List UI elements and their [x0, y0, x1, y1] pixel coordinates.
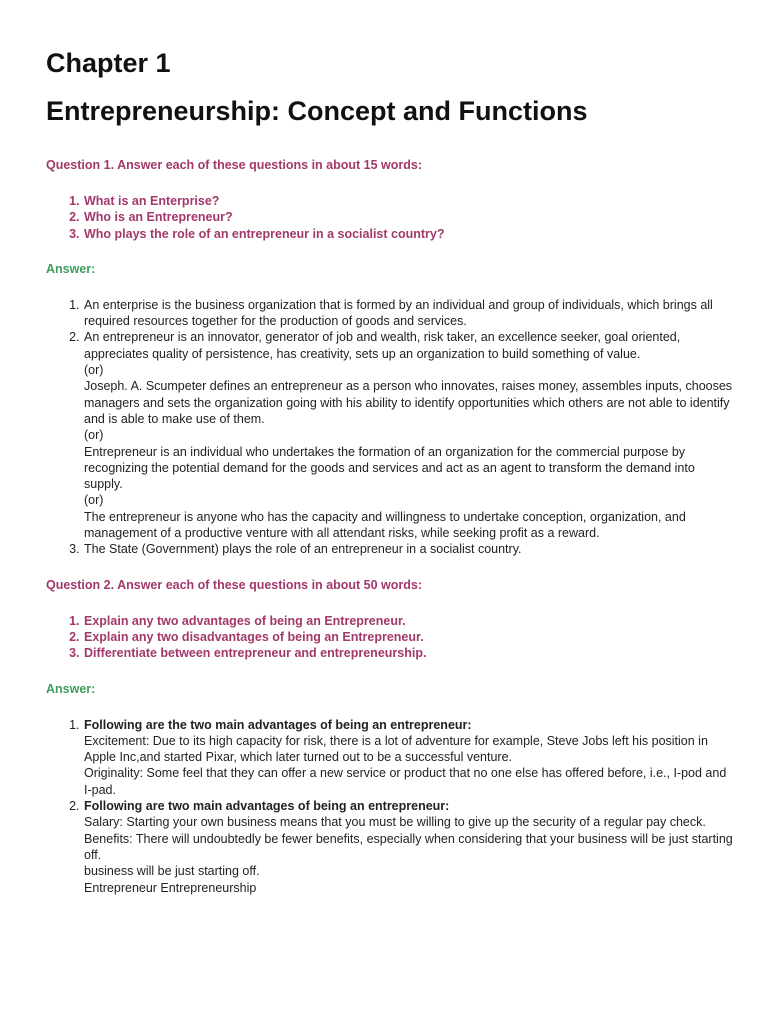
document-page — [46, 44, 736, 896]
question-2-heading: Question 2. Answer each of these questions in about 50 words: — [46, 577, 422, 592]
question-2-item: 1. Explain any two advantages of being an Entrepreneur. — [83, 613, 736, 629]
answer-text: Originality: Some feel that they can offer a new service or product that no one else has offered before, i.e., I-pod and I-pad. — [84, 766, 727, 797]
page-title: Entrepreneurship: Concept and Functions — [46, 96, 588, 126]
answer-1-item — [83, 329, 736, 541]
answer-text: Benefits: There will undoubtedly be fewer benefits, especially when considering that your business will be just starting off. — [84, 831, 733, 862]
answer-2-item — [83, 717, 736, 798]
answer-1-item — [83, 297, 736, 330]
answer-text: Salary: Starting your own business means that you must be willing to give up the security of a regular pay check. — [84, 815, 706, 830]
answer-text: business will be just starting off. — [84, 864, 260, 879]
answer-1-heading: Answer: — [46, 261, 96, 276]
question-1-list — [46, 193, 736, 242]
answer-lead-text: 1. Following are the two main advantages of being an entrepreneur: — [84, 717, 472, 732]
answer-text: The entrepreneur is anyone who has the capacity and willingness to undertake conception, organization, and management of a productive venture with all attendant risks, while seeking profit as a reward. — [84, 509, 686, 541]
answer-text: Joseph. A. Scumpeter defines an entrepreneur as a person who innovates, raises money, assembles inputs, chooses managers and sets the organization going with his ability to identify opportunities which others are not able to identify and is able to make use of them. — [84, 379, 733, 426]
question-2-item: 2. Explain any two disadvantages of being an Entrepreneur. — [83, 629, 736, 645]
answer-text: Excitement: Due to its high capacity for risk, there is a lot of adventure for example, Steve Jobs left his position in Apple Inc,and started Pixar, which later turned out to be a successful venture. — [84, 733, 708, 765]
answer-1-item-text: An enterprise is the business organization that is formed by an individual and group of individuals, which brings all required resources together for the production of goods and services. — [84, 297, 713, 329]
answer-lead-text: 2. Following are two main advantages of being an entrepreneur: — [84, 799, 450, 814]
chapter-heading: Chapter 1 — [46, 48, 171, 78]
answer-text: Entrepreneur is an individual who undertakes the formation of an organization for the commercial purpose by recognizing the potential demand for the goods and services and act as an agent to transform the demand into supply. — [84, 444, 695, 492]
or-separator: (or) — [84, 363, 104, 378]
question-1-item: 3. Who plays the role of an entrepreneur in a socialist country? — [83, 226, 736, 242]
question-1-heading: Question 1. Answer each of these questions in about 15 words: — [46, 158, 422, 172]
answer-2-list — [46, 717, 736, 896]
answer-text: Entrepreneur Entrepreneurship — [84, 880, 257, 895]
or-separator: (or) — [84, 428, 104, 443]
answer-text: 2. An entrepreneur is an innovator, generator of job and wealth, risk taker, an excellence seeker, goal oriented, appreciates quality of persistence, has creativity, sets up an organization to build something of value. — [84, 330, 681, 361]
answer-1-list — [46, 297, 736, 558]
answer-1-item — [83, 541, 736, 557]
answer-2-heading: Answer: — [46, 681, 96, 696]
answer-2-item — [83, 798, 736, 896]
or-separator: (or) — [84, 493, 104, 508]
question-2-list — [46, 613, 736, 662]
question-1-item: 2. Who is an Entrepreneur? — [83, 209, 736, 225]
question-1-item: 1. What is an Enterprise? — [83, 193, 736, 209]
answer-1-item-text: The State (Government) plays the role of an entrepreneur in a socialist country. — [84, 542, 522, 557]
question-2-item: 3. Differentiate between entrepreneur and entrepreneurship. — [83, 645, 736, 661]
